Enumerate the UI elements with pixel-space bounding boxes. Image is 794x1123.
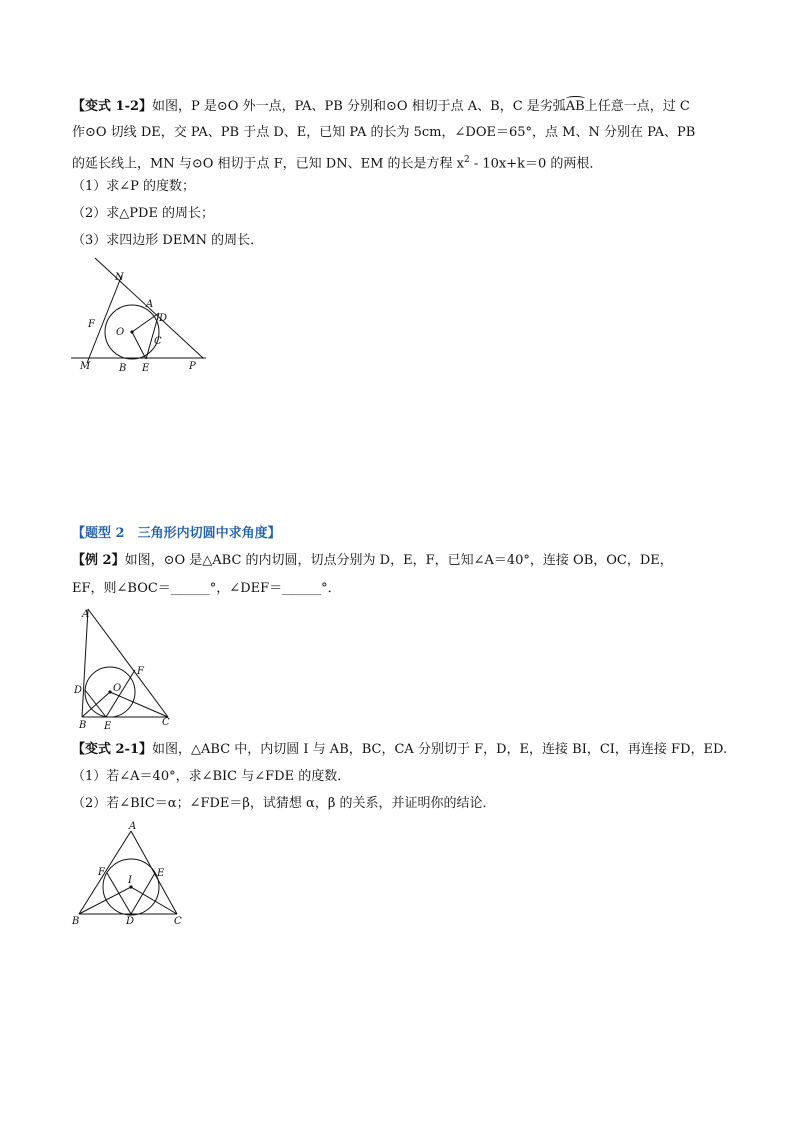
variant12-line3: [72, 151, 602, 173]
variant12-text1a: 如图，P 是⊙O 外一点，PA、PB 分别和⊙O 相切于点 A、B，C 是劣弧: [152, 99, 566, 114]
example2-line2: EF，则∠BOC＝______°，∠DEF＝______°．: [72, 581, 341, 596]
label-d: D: [159, 313, 168, 324]
figure-incircle-variant: [70, 820, 184, 928]
label-c: C: [154, 336, 162, 347]
variant12-line1: [72, 98, 690, 116]
label-d: D: [126, 916, 135, 927]
label-b: B: [79, 720, 87, 731]
variant21-q1: （1）若∠A＝40°，求∠BIC 与∠FDE 的度数．: [72, 769, 351, 784]
label-a: A: [82, 609, 90, 620]
label-f: F: [88, 319, 95, 330]
label-e: E: [104, 721, 112, 731]
label-o: O: [116, 327, 125, 338]
label-a: A: [146, 299, 154, 310]
label-o: O: [113, 683, 122, 694]
label-p: P: [189, 361, 196, 372]
variant12-q3: （3）求四边形 DEMN 的周长．: [72, 233, 264, 248]
center-dot: [130, 330, 133, 333]
example2-text1: 如图，⊙O 是△ABC 的内切圆，切点分别为 D，E，F，已知∠A＝40°，连接 OB，OC，DE，: [124, 553, 673, 568]
variant21-q2: （2）若∠BIC＝α；∠FDE＝β，试猜想 α，β 的关系，并证明你的结论．: [72, 796, 496, 811]
variant12-q1: （1）求∠P 的度数；: [72, 179, 196, 194]
label-e: E: [142, 363, 150, 374]
label-b: B: [119, 363, 127, 374]
label-m: M: [80, 361, 91, 372]
figure-tangent-circle: [68, 255, 218, 375]
exponent: 2: [463, 155, 470, 165]
label-i: I: [128, 875, 132, 886]
label-b: B: [72, 916, 80, 927]
segment-ci: [131, 887, 177, 914]
figure-incircle-example: [72, 603, 182, 731]
label-c: C: [174, 916, 182, 927]
example2-label: 【例 2】: [72, 553, 125, 568]
label-d: D: [74, 685, 83, 696]
variant12-text3a: 的延长线上，MN 与⊙O 相切于点 F，已知 DN、EM 的长是方程 x: [72, 156, 464, 172]
arc-ab: AB: [565, 99, 585, 114]
center-dot: [108, 690, 111, 693]
variant12-text1b: 上任意一点，过 C: [584, 99, 690, 114]
segment-ed: [131, 873, 155, 914]
variant21-label: 【变式 2-1】: [72, 742, 153, 757]
label-e: E: [157, 868, 165, 879]
example2-line1: [72, 552, 673, 570]
variant12-line2: 作⊙O 切线 DE，交 PA、PB 于点 D、E，已知 PA 的长为 5cm，∠DOE＝65°，点 M、N 分别在 PA、PB: [72, 125, 696, 140]
label-f: F: [137, 666, 144, 677]
label-f: F: [98, 867, 105, 878]
label-c: C: [162, 717, 170, 728]
type2-heading: 【题型 2 三角形内切圆中求角度】: [72, 526, 281, 541]
segment-oe: [132, 332, 146, 359]
label-a: A: [129, 821, 137, 832]
variant21-text1: 如图，△ABC 中，内切圆 I 与 AB，BC，CA 分别切于 F，D，E，连接 BI，CI，再连接 FD，ED.: [152, 742, 728, 757]
variant21-line1: [72, 741, 727, 759]
variant12-label: 【变式 1-2】: [72, 99, 153, 114]
variant12-text3b: - 10x+k＝0 的两根．: [469, 156, 603, 172]
variant12-q2: （2）求△PDE 的周长；: [72, 206, 215, 221]
label-n: N: [115, 272, 124, 283]
